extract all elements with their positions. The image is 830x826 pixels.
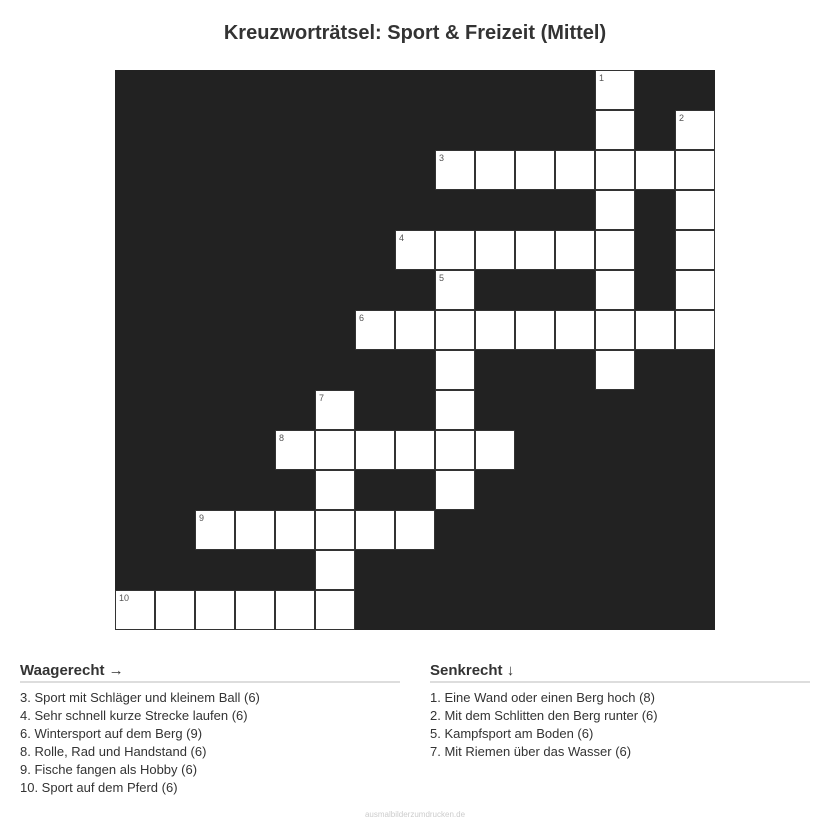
crossword-cell[interactable] bbox=[315, 550, 355, 590]
crossword-cell[interactable] bbox=[595, 230, 635, 270]
clue-across: 4. Sehr schnell kurze Strecke laufen (6) bbox=[20, 708, 248, 723]
crossword-cell[interactable] bbox=[355, 310, 395, 350]
crossword-cell[interactable] bbox=[595, 110, 635, 150]
clue-number: 1 bbox=[599, 73, 605, 83]
crossword-cell[interactable] bbox=[435, 310, 475, 350]
crossword-cell[interactable] bbox=[435, 270, 475, 310]
crossword-cell[interactable] bbox=[395, 310, 435, 350]
page-title: Kreuzworträtsel: Sport & Freizeit (Mittel) bbox=[223, 22, 607, 44]
crossword-cell[interactable] bbox=[675, 270, 715, 310]
crossword-cell[interactable] bbox=[675, 230, 715, 270]
crossword-cell[interactable] bbox=[395, 510, 435, 550]
crossword-cell[interactable] bbox=[635, 310, 675, 350]
clues-down-list bbox=[430, 689, 810, 761]
crossword-cell[interactable] bbox=[595, 190, 635, 230]
crossword-cell[interactable] bbox=[635, 150, 675, 190]
clue-number: 4 bbox=[399, 233, 405, 243]
clue-across: 6. Wintersport auf dem Berg (9) bbox=[20, 726, 203, 741]
clue-down: 1. Eine Wand oder einen Berg hoch (8) bbox=[430, 690, 655, 705]
crossword-cell[interactable] bbox=[395, 230, 435, 270]
clue-number: 10 bbox=[119, 593, 130, 603]
clues-across bbox=[20, 662, 400, 797]
crossword-cell[interactable] bbox=[475, 430, 515, 470]
clue-number: 8 bbox=[279, 433, 285, 443]
clues-across-heading: Waagerecht → bbox=[20, 662, 400, 683]
clue-number: 3 bbox=[439, 153, 445, 163]
crossword-cell[interactable] bbox=[195, 590, 235, 630]
crossword-cell[interactable] bbox=[275, 590, 315, 630]
clues-down bbox=[430, 662, 810, 761]
crossword-cell[interactable] bbox=[595, 350, 635, 390]
crossword-cell[interactable] bbox=[515, 230, 555, 270]
crossword-cell[interactable] bbox=[675, 110, 715, 150]
crossword-cell[interactable] bbox=[355, 510, 395, 550]
crossword-grid bbox=[115, 70, 715, 630]
crossword-cell[interactable] bbox=[595, 310, 635, 350]
crossword-cell[interactable] bbox=[275, 430, 315, 470]
crossword-cell[interactable] bbox=[675, 310, 715, 350]
crossword-cell[interactable] bbox=[595, 150, 635, 190]
clue-number: 9 bbox=[199, 513, 205, 523]
crossword-cell[interactable] bbox=[515, 310, 555, 350]
clue-across: 9. Fische fangen als Hobby (6) bbox=[20, 762, 198, 777]
crossword-cell[interactable] bbox=[435, 350, 475, 390]
clue-down: 2. Mit dem Schlitten den Berg runter (6) bbox=[430, 708, 658, 723]
crossword-cell[interactable] bbox=[235, 590, 275, 630]
clue-across: 10. Sport auf dem Pferd (6) bbox=[20, 780, 178, 795]
crossword-cell[interactable] bbox=[275, 510, 315, 550]
footer-credit: ausmalbilderzumdrucken.de bbox=[364, 810, 466, 819]
crossword-cell[interactable] bbox=[675, 190, 715, 230]
clue-number: 6 bbox=[359, 313, 365, 323]
clue-down: 5. Kampfsport am Boden (6) bbox=[430, 726, 594, 741]
crossword-cell[interactable] bbox=[555, 230, 595, 270]
crossword-cell[interactable] bbox=[435, 430, 475, 470]
crossword-cell[interactable] bbox=[555, 310, 595, 350]
crossword-cell[interactable] bbox=[315, 510, 355, 550]
clue-number: 7 bbox=[319, 393, 325, 403]
clue-number: 5 bbox=[439, 273, 445, 283]
crossword-cell[interactable] bbox=[515, 150, 555, 190]
crossword-cell[interactable] bbox=[435, 470, 475, 510]
crossword-cell[interactable] bbox=[555, 150, 595, 190]
crossword-cell[interactable] bbox=[115, 590, 155, 630]
crossword-cell[interactable] bbox=[475, 310, 515, 350]
clues-across-list bbox=[20, 689, 400, 797]
crossword-cell[interactable] bbox=[235, 510, 275, 550]
crossword-cell[interactable] bbox=[475, 230, 515, 270]
crossword-cell[interactable] bbox=[315, 470, 355, 510]
crossword-cell[interactable] bbox=[195, 510, 235, 550]
crossword-cell[interactable] bbox=[315, 430, 355, 470]
crossword-cell[interactable] bbox=[435, 230, 475, 270]
crossword-cell[interactable] bbox=[155, 590, 195, 630]
crossword-cell[interactable] bbox=[475, 150, 515, 190]
crossword-cell[interactable] bbox=[435, 150, 475, 190]
crossword-cell[interactable] bbox=[675, 150, 715, 190]
crossword-cell[interactable] bbox=[595, 70, 635, 110]
crossword-cell[interactable] bbox=[355, 430, 395, 470]
clue-across: 8. Rolle, Rad und Handstand (6) bbox=[20, 744, 207, 759]
crossword-cell[interactable] bbox=[435, 390, 475, 430]
crossword-cell[interactable] bbox=[595, 270, 635, 310]
crossword-cell[interactable] bbox=[395, 430, 435, 470]
clue-down: 7. Mit Riemen über das Wasser (6) bbox=[430, 744, 632, 759]
clues-down-heading: Senkrecht ↓ bbox=[430, 662, 810, 683]
clue-across: 3. Sport mit Schläger und kleinem Ball (6) bbox=[20, 690, 260, 705]
clue-number: 2 bbox=[679, 113, 685, 123]
crossword-cell[interactable] bbox=[315, 390, 355, 430]
crossword-cell[interactable] bbox=[315, 590, 355, 630]
